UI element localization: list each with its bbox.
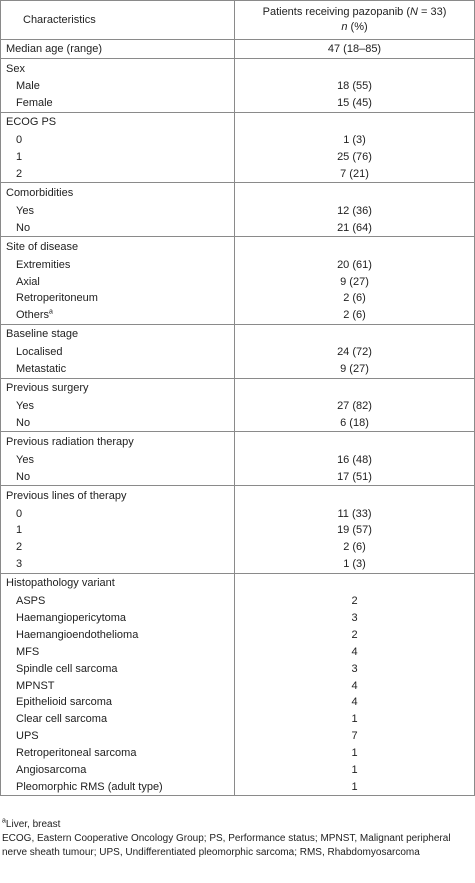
patients-header: Patients receiving pazopanib (N = 33) n (%) — [235, 1, 475, 40]
table-row — [1, 593, 475, 610]
row-label: Female — [1, 95, 235, 112]
table-row — [1, 344, 475, 361]
row-value: 21 (64) — [235, 219, 475, 236]
group-title-value — [235, 183, 475, 203]
group-header-row — [1, 432, 475, 452]
table-row — [1, 779, 475, 796]
group-title-value — [235, 59, 475, 79]
row-label: No — [1, 414, 235, 431]
characteristics-header: Characteristics — [1, 1, 235, 40]
median-age-row — [1, 40, 475, 59]
group-title-value — [235, 237, 475, 257]
row-label: Yes — [1, 398, 235, 415]
row-label: Male — [1, 78, 235, 95]
row-value: 25 (76) — [235, 149, 475, 166]
group-title: Previous radiation therapy — [1, 432, 235, 452]
row-value: 2 — [235, 626, 475, 643]
row-label: Epithelioid sarcoma — [1, 694, 235, 711]
table-row — [1, 677, 475, 694]
row-label: MFS — [1, 643, 235, 660]
row-label: Axial — [1, 273, 235, 290]
row-label: Retroperitoneum — [1, 290, 235, 307]
table-row — [1, 273, 475, 290]
table-row — [1, 95, 475, 112]
table-header-row — [1, 1, 475, 40]
table-row — [1, 290, 475, 307]
row-value: 2 (6) — [235, 290, 475, 307]
group-title: Site of disease — [1, 237, 235, 257]
row-label: ASPS — [1, 593, 235, 610]
row-label: 0 — [1, 132, 235, 149]
row-label: 2 — [1, 166, 235, 183]
table-row — [1, 745, 475, 762]
row-label: MPNST — [1, 677, 235, 694]
table-row — [1, 361, 475, 378]
row-value: 2 (6) — [235, 539, 475, 556]
group-title-value — [235, 112, 475, 132]
group-title-value — [235, 324, 475, 344]
table-row — [1, 643, 475, 660]
row-value: 16 (48) — [235, 451, 475, 468]
row-label: No — [1, 468, 235, 485]
row-value: 6 (18) — [235, 414, 475, 431]
table-row — [1, 78, 475, 95]
table-row — [1, 149, 475, 166]
row-label: No — [1, 219, 235, 236]
row-label: Metastatic — [1, 361, 235, 378]
row-value: 2 — [235, 593, 475, 610]
row-value: 11 (33) — [235, 505, 475, 522]
row-value: 9 (27) — [235, 361, 475, 378]
median-age-value: 47 (18–85) — [235, 40, 475, 59]
row-value: 18 (55) — [235, 78, 475, 95]
table-row — [1, 166, 475, 183]
table-row — [1, 728, 475, 745]
group-header-row — [1, 324, 475, 344]
row-value: 4 — [235, 694, 475, 711]
group-header-row — [1, 59, 475, 79]
table-row — [1, 694, 475, 711]
row-label: 1 — [1, 522, 235, 539]
row-value: 17 (51) — [235, 468, 475, 485]
row-label: Clear cell sarcoma — [1, 711, 235, 728]
row-value: 15 (45) — [235, 95, 475, 112]
group-title: Previous surgery — [1, 378, 235, 398]
row-value: 19 (57) — [235, 522, 475, 539]
table-row — [1, 451, 475, 468]
table-row — [1, 626, 475, 643]
group-title-value — [235, 486, 475, 506]
table-row — [1, 414, 475, 431]
table-row — [1, 762, 475, 779]
row-value: 1 — [235, 745, 475, 762]
table-row — [1, 398, 475, 415]
row-value: 24 (72) — [235, 344, 475, 361]
table-row — [1, 556, 475, 573]
row-value: 4 — [235, 643, 475, 660]
row-value: 20 (61) — [235, 256, 475, 273]
row-label: 0 — [1, 505, 235, 522]
row-label: Yes — [1, 451, 235, 468]
table-row — [1, 660, 475, 677]
row-label: Others$^a$ — [1, 307, 235, 324]
footnote-abbreviations: ECOG, Eastern Cooperative Oncology Group; PS, Performance status; MPNST, Malignant peripheral nerve sheath tumour; UPS, Undifferentiated pleomorphic sarcoma; RMS, Rhabdomyosarcoma — [2, 833, 451, 858]
table-row — [1, 468, 475, 485]
group-title: Previous lines of therapy — [1, 486, 235, 506]
row-value: 1 (3) — [235, 556, 475, 573]
footnote-marker: a — [49, 308, 53, 316]
group-header-row — [1, 237, 475, 257]
row-label: Spindle cell sarcoma — [1, 660, 235, 677]
row-value: 1 — [235, 711, 475, 728]
row-value: 12 (36) — [235, 202, 475, 219]
table-row — [1, 522, 475, 539]
row-label: Angiosarcoma — [1, 762, 235, 779]
table-row — [1, 202, 475, 219]
row-label: Localised — [1, 344, 235, 361]
row-value: 2 (6) — [235, 307, 475, 324]
row-label: 3 — [1, 556, 235, 573]
row-label: Yes — [1, 202, 235, 219]
group-header-row — [1, 573, 475, 593]
row-value: 3 — [235, 660, 475, 677]
table-row — [1, 539, 475, 556]
table-row — [1, 505, 475, 522]
group-title: ECOG PS — [1, 112, 235, 132]
row-value: 7 — [235, 728, 475, 745]
group-title: Sex — [1, 59, 235, 79]
row-value: 1 — [235, 779, 475, 796]
row-value: 7 (21) — [235, 166, 475, 183]
row-value: 4 — [235, 677, 475, 694]
group-header-row — [1, 378, 475, 398]
table-row — [1, 132, 475, 149]
row-label: Haemangioendothelioma — [1, 626, 235, 643]
row-value: 1 — [235, 762, 475, 779]
row-value: 27 (82) — [235, 398, 475, 415]
row-value: 9 (27) — [235, 273, 475, 290]
row-label: Pleomorphic RMS (adult type) — [1, 779, 235, 796]
row-label: 2 — [1, 539, 235, 556]
row-label: Retroperitoneal sarcoma — [1, 745, 235, 762]
group-title: Comorbidities — [1, 183, 235, 203]
row-label: UPS — [1, 728, 235, 745]
table-row — [1, 307, 475, 324]
median-age-label: Median age (range) — [1, 40, 235, 59]
group-title: Histopathology variant — [1, 573, 235, 593]
row-value: 3 — [235, 610, 475, 627]
group-header-row — [1, 183, 475, 203]
row-label: 1 — [1, 149, 235, 166]
table-row — [1, 711, 475, 728]
footnote-a: $^a$Liver, breast — [2, 817, 61, 830]
group-header-row — [1, 486, 475, 506]
group-header-row — [1, 112, 475, 132]
table-row — [1, 256, 475, 273]
table-row — [1, 610, 475, 627]
table-footnotes — [2, 818, 472, 860]
group-title-value — [235, 573, 475, 593]
row-value: 1 (3) — [235, 132, 475, 149]
table-row — [1, 219, 475, 236]
group-title-value — [235, 432, 475, 452]
row-label: Haemangiopericytoma — [1, 610, 235, 627]
group-title-value — [235, 378, 475, 398]
group-title: Baseline stage — [1, 324, 235, 344]
row-label: Extremities — [1, 256, 235, 273]
